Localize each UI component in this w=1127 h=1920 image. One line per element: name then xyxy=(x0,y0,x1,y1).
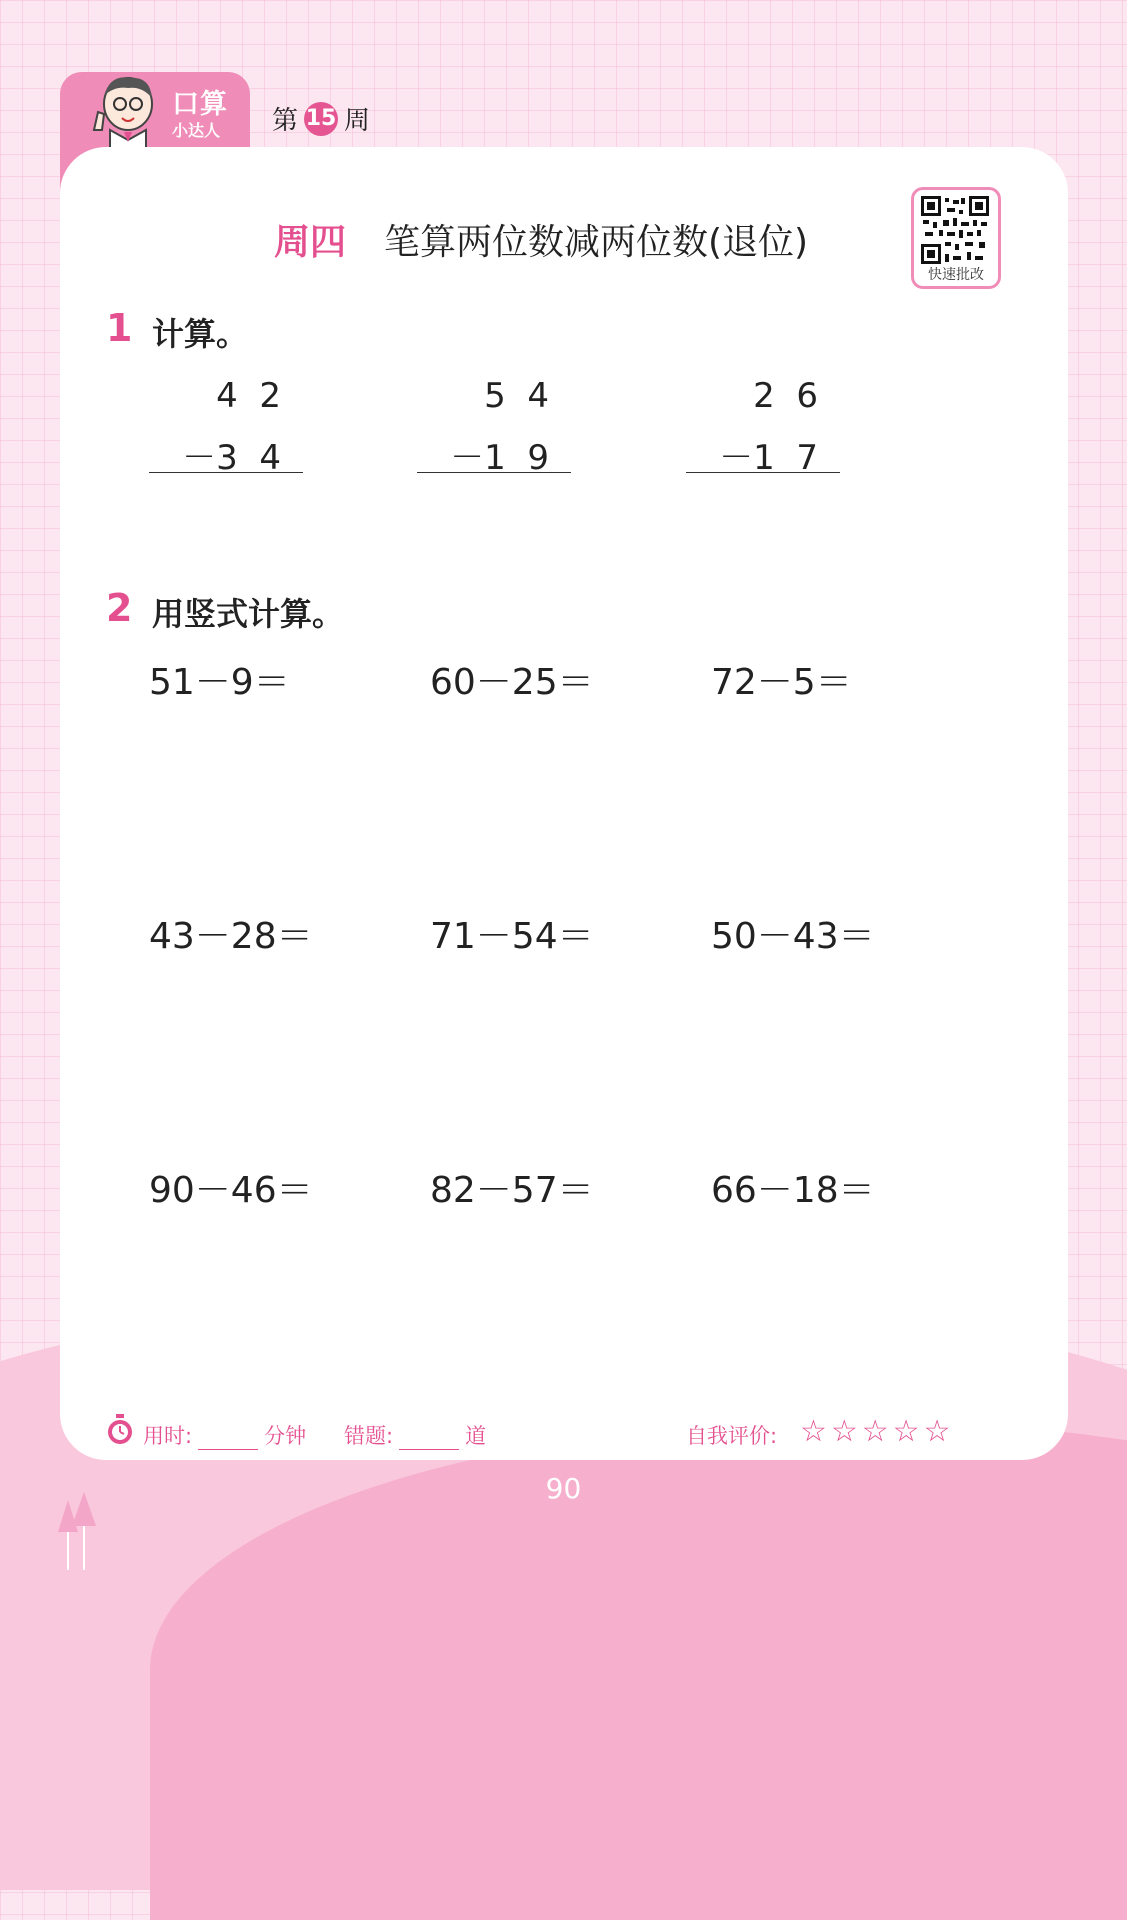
vertical-minuend: 5 4 xyxy=(484,376,549,416)
time-field xyxy=(143,1420,306,1450)
vertical-subtrahend: －1 7 xyxy=(719,438,818,478)
week-prefix: 第 xyxy=(272,106,299,136)
vertical-problem xyxy=(149,376,303,476)
week-number-badge: 15 xyxy=(304,102,338,136)
section1-number: 1 xyxy=(106,306,133,350)
expression: 66－18＝ xyxy=(711,1170,875,1211)
vertical-subtrahend: －3 4 xyxy=(182,438,281,478)
answer-line xyxy=(417,472,571,473)
expression: 51－9＝ xyxy=(149,662,290,703)
errors-unit: 道 xyxy=(465,1424,487,1448)
answer-line xyxy=(149,472,303,473)
day-label: 周四 xyxy=(274,222,347,263)
vertical-subtrahend: －1 9 xyxy=(450,438,549,478)
errors-blank[interactable] xyxy=(399,1429,459,1450)
vertical-minuend: 4 2 xyxy=(216,376,281,416)
brand-subtitle: 小达人 xyxy=(172,121,221,140)
vertical-problem xyxy=(417,376,571,476)
errors-field xyxy=(344,1420,486,1450)
mascot-icon xyxy=(80,72,166,148)
stopwatch-icon xyxy=(105,1414,135,1446)
expression: 82－57＝ xyxy=(430,1170,594,1211)
arrow-decoration-icon xyxy=(54,1492,100,1570)
errors-label: 错题: xyxy=(344,1424,394,1448)
week-indicator xyxy=(272,100,370,137)
qr-label: 快速批改 xyxy=(928,267,984,283)
vertical-minuend: 2 6 xyxy=(753,376,818,416)
expression: 43－28＝ xyxy=(149,916,313,957)
time-unit: 分钟 xyxy=(264,1424,307,1448)
rating-stars[interactable]: ☆☆☆☆☆ xyxy=(800,1414,955,1449)
expression: 71－54＝ xyxy=(430,916,594,957)
answer-line xyxy=(686,472,840,473)
page-number: 90 xyxy=(545,1472,582,1505)
brand-title: 口算 xyxy=(172,89,228,120)
section2-instruction: 用竖式计算。 xyxy=(152,595,345,633)
week-suffix: 周 xyxy=(344,106,371,136)
self-eval-label: 自我评价: xyxy=(686,1424,778,1448)
section2-number: 2 xyxy=(106,586,133,630)
expression: 72－5＝ xyxy=(711,662,852,703)
section1-instruction: 计算。 xyxy=(152,315,249,353)
qr-code-icon xyxy=(921,196,989,264)
expression: 50－43＝ xyxy=(711,916,875,957)
time-label: 用时: xyxy=(143,1424,193,1448)
lesson-title: 笔算两位数减两位数(退位) xyxy=(384,222,809,263)
vertical-problem xyxy=(686,376,840,476)
page-title xyxy=(274,214,808,265)
expression: 60－25＝ xyxy=(430,662,594,703)
qr-code-box[interactable] xyxy=(911,187,1001,289)
expression: 90－46＝ xyxy=(149,1170,313,1211)
time-blank[interactable] xyxy=(198,1429,258,1450)
